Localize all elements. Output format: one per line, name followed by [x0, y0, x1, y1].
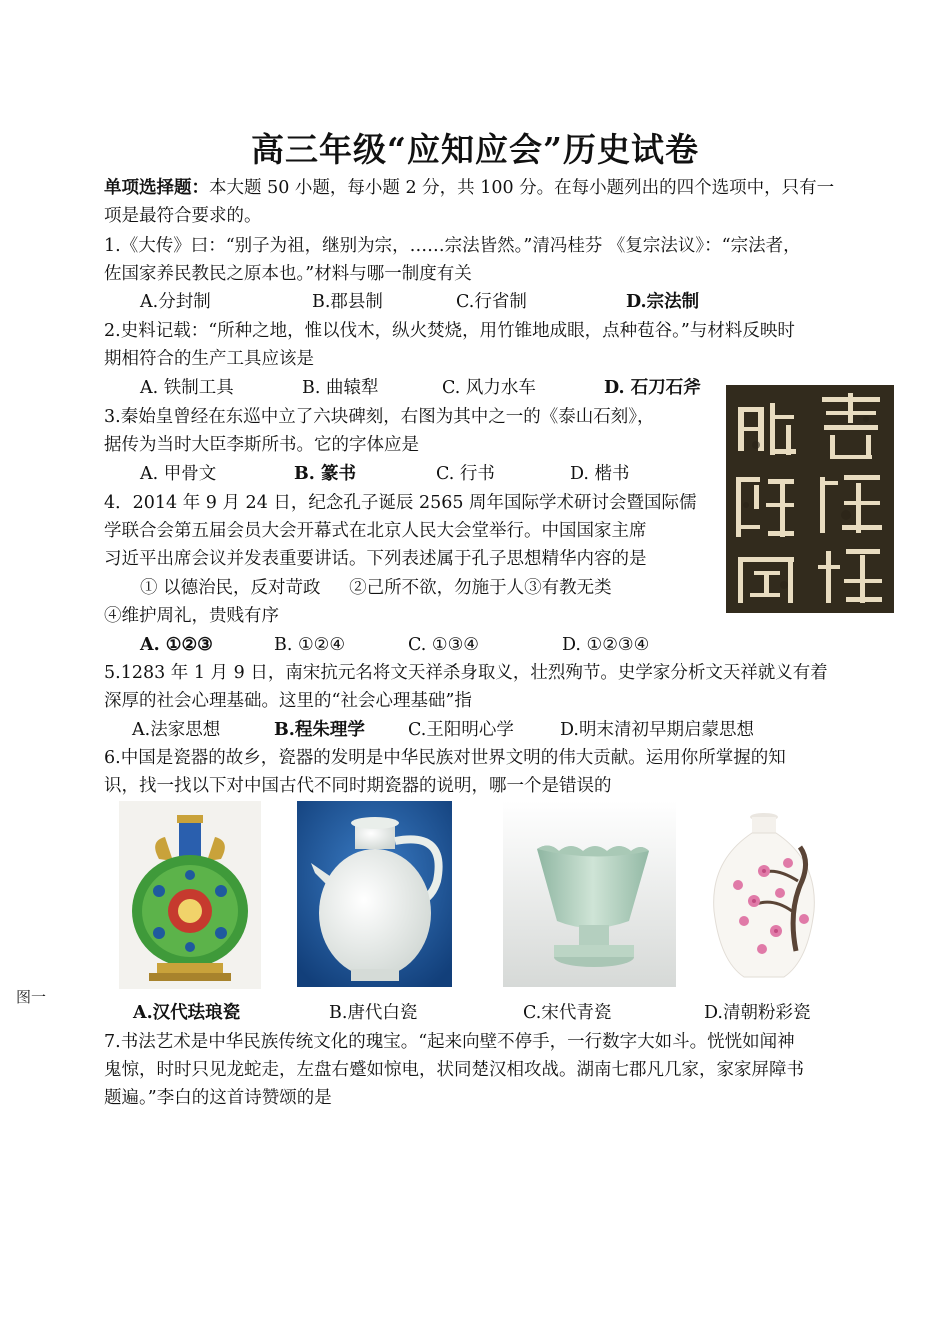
q4-option-b[interactable]: B. ①②④ — [274, 635, 346, 655]
q4-option-d[interactable]: D. ①②③④ — [562, 635, 650, 655]
intro-line-1 — [104, 175, 834, 201]
enamel-flask-image — [119, 801, 261, 989]
q4-line-3: 习近平出席会议并发表重要讲话。下列表述属于孔子思想精华内容的是 — [104, 549, 647, 569]
q5-line-2: 深厚的社会心理基础。这里的“社会心理基础”指 — [104, 691, 472, 711]
q6-option-b[interactable]: B.唐代白瓷 — [329, 1003, 418, 1023]
white-porcelain-ewer-image — [297, 801, 452, 987]
q3-option-a[interactable]: A. 甲骨文 — [140, 464, 217, 484]
q6-option-d[interactable]: D.清朝粉彩瓷 — [704, 1003, 811, 1023]
figure-label: 图一 — [16, 988, 47, 1006]
q4-option-a[interactable]: A. ①②③ — [140, 635, 213, 655]
q1-option-d[interactable]: D.宗法制 — [626, 292, 700, 312]
taishan-stele-image — [726, 385, 894, 613]
q1-line-2: 佐国家养民教民之原本也。”材料与哪一制度有关 — [104, 264, 472, 284]
q3-option-b[interactable]: B. 篆书 — [294, 464, 356, 484]
q1-option-b[interactable]: B.郡县制 — [312, 292, 383, 312]
q4-items-line: ① 以德治民，反对苛政 ②己所不欲，勿施于人③有教无类 — [140, 578, 612, 598]
white-ewer-svg — [297, 801, 452, 987]
q6-option-a[interactable]: A.汉代珐琅瓷 — [133, 1003, 241, 1023]
q3-line-1: 3.秦始皇曾经在东巡中立了六块碑刻，右图为其中之一的《泰山石刻》， — [104, 407, 655, 427]
q6-line-1: 6.中国是瓷器的故乡，瓷器的发明是中华民族对世界文明的伟大贡献。运用你所掌握的知 — [104, 748, 786, 768]
q1-option-c[interactable]: C.行省制 — [456, 292, 527, 312]
q1-option-a[interactable]: A.分封制 — [140, 292, 211, 312]
q1-line-1: 1.《大传》曰：“别子为祖，继别为宗，……宗法皆然。”清冯桂芬 《复宗法议》：“宗法者， — [104, 236, 801, 256]
q2-option-a[interactable]: A. 铁制工具 — [140, 378, 234, 398]
q2-line-2: 期相符合的生产工具应该是 — [104, 349, 314, 369]
q7-line-2: 鬼惊，时时只见龙蛇走，左盘右蹙如惊电，状同楚汉相攻战。湖南七郡凡几家，家家屏障书 — [104, 1060, 804, 1080]
q4-line-2: 学联合会第五届会员大会开幕式在北京人民大会堂举行。中国国家主席 — [104, 521, 647, 541]
page-title: 高三年级“应知应会”历史试卷 — [251, 130, 699, 169]
stele-rubbing-svg — [726, 385, 894, 613]
enamel-flask-svg — [119, 801, 261, 989]
q2-option-d[interactable]: D. 石刀石斧 — [604, 378, 701, 398]
q5-line-1: 5.1283 年 1 月 9 日，南宋抗元名将文天祥杀身取义，壮烈殉节。史学家分析文天祥就义有着 — [104, 663, 828, 683]
q2-option-c[interactable]: C. 风力水车 — [442, 378, 536, 398]
celadon-cup-svg — [503, 801, 676, 987]
q2-line-1: 2.史料记载：“所种之地，惟以伐木，纵火焚烧，用竹锥地成眼，点种苞谷。”与材料反映时 — [104, 321, 795, 341]
q3-line-2: 据传为当时大臣李斯所书。它的字体应是 — [104, 435, 419, 455]
section-heading: 单项选择题： — [104, 178, 209, 198]
q5-option-a[interactable]: A.法家思想 — [132, 720, 221, 740]
q4-line-1: 4．2014 年 9 月 24 日，纪念孔子诞辰 2565 周年国际学术研讨会暨国际儒 — [104, 493, 697, 513]
famille-rose-vase-image — [692, 801, 837, 984]
q7-line-3: 题遍。”李白的这首诗赞颂的是 — [104, 1088, 332, 1108]
intro-line-2: 项是最符合要求的。 — [104, 206, 262, 226]
q5-option-b[interactable]: B.程朱理学 — [274, 720, 365, 740]
celadon-cup-image — [503, 801, 676, 987]
q4-option-c[interactable]: C. ①③④ — [408, 635, 479, 655]
q6-line-2: 识，找一找以下对中国古代不同时期瓷器的说明，哪一个是错误的 — [104, 776, 612, 796]
q2-option-b[interactable]: B. 曲辕犁 — [302, 378, 379, 398]
q7-line-1: 7.书法艺术是中华民族传统文化的瑰宝。“起来向壁不停手，一行数字大如斗。恍恍如闻神 — [104, 1032, 795, 1052]
q5-option-d[interactable]: D.明末清初早期启蒙思想 — [560, 720, 754, 740]
q5-option-c[interactable]: C.王阳明心学 — [408, 720, 514, 740]
q6-option-c[interactable]: C.宋代青瓷 — [523, 1003, 612, 1023]
q3-option-c[interactable]: C. 行书 — [436, 464, 495, 484]
q3-option-d[interactable]: D. 楷书 — [570, 464, 630, 484]
q4-items-line-2: ④维护周礼，贵贱有序 — [104, 606, 279, 626]
intro-text: 本大题 50 小题，每小题 2 分，共 100 分。在每小题列出的四个选项中，只有一 — [209, 178, 835, 198]
famille-rose-svg — [692, 801, 837, 984]
